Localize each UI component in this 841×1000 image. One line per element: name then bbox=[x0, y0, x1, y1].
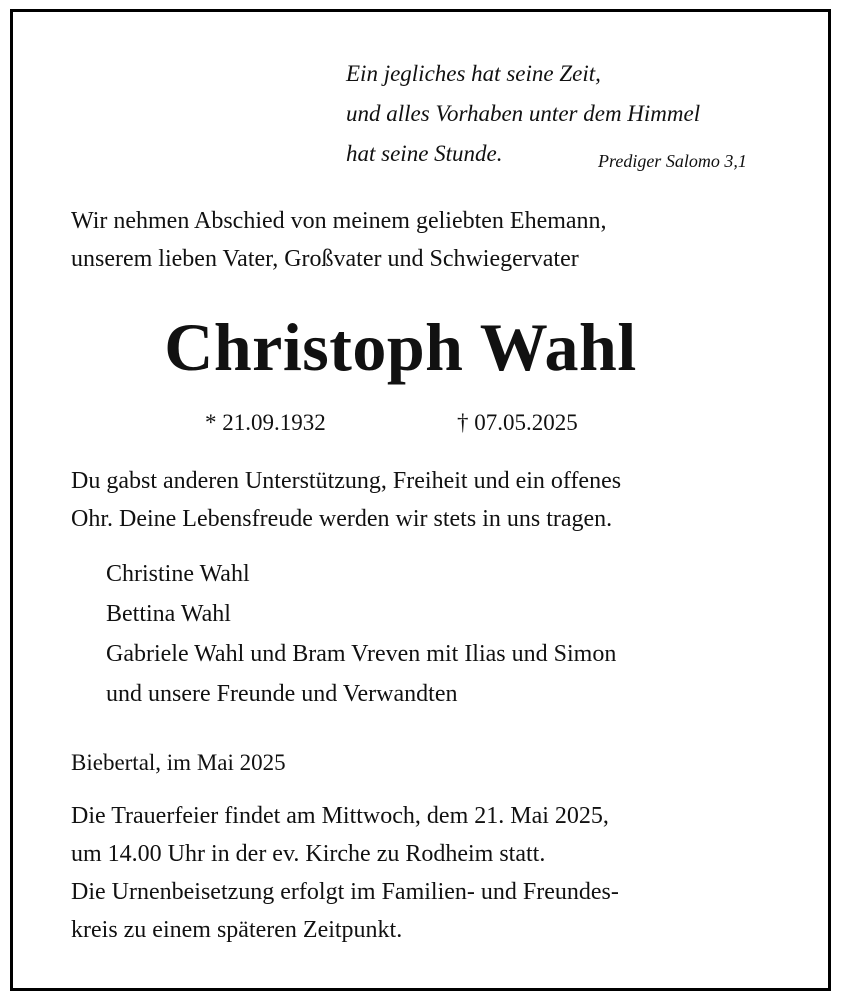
mourner-name: Christine Wahl bbox=[106, 561, 250, 587]
obituary-frame bbox=[10, 9, 831, 991]
place-and-date: Biebertal, im Mai 2025 bbox=[71, 750, 286, 775]
deceased-name-text: Christoph Wahl bbox=[164, 309, 637, 385]
funeral-details bbox=[71, 797, 811, 949]
mourner-name: Gabriele Wahl und Bram Vreven mit Ilias und Simon bbox=[106, 641, 617, 667]
quote-line: und alles Vorhaben unter dem Himmel bbox=[346, 101, 701, 126]
details-line: kreis zu einem späteren Zeitpunkt. bbox=[71, 917, 403, 943]
intro-text bbox=[71, 202, 811, 278]
intro-line: Wir nehmen Abschied von meinem geliebten Ehemann, bbox=[71, 208, 607, 234]
message-line: Du gabst anderen Unterstützung, Freiheit und ein offenes bbox=[71, 468, 622, 494]
mourner-name: und unsere Freunde und Verwandten bbox=[106, 681, 458, 707]
details-line: Die Trauerfeier findet am Mittwoch, dem 21. Mai 2025, bbox=[71, 803, 609, 829]
mourner-name: Bettina Wahl bbox=[106, 601, 231, 627]
message-line: Ohr. Deine Lebensfreude werden wir stets in uns tragen. bbox=[71, 506, 613, 532]
quote-line: hat seine Stunde. bbox=[346, 141, 503, 166]
details-line: um 14.00 Uhr in der ev. Kirche zu Rodheim statt. bbox=[71, 841, 546, 867]
intro-line: unserem lieben Vater, Großvater und Schwiegervater bbox=[71, 246, 579, 272]
death-date: † 07.05.2025 bbox=[457, 410, 578, 435]
details-line: Die Urnenbeisetzung erfolgt im Familien- und Freundes- bbox=[71, 879, 619, 905]
birth-date: * 21.09.1932 bbox=[205, 410, 326, 435]
deceased-name bbox=[13, 305, 828, 389]
memorial-message bbox=[71, 462, 811, 538]
quote-source: Prediger Salomo 3,1 bbox=[598, 151, 747, 171]
bible-quote bbox=[346, 54, 786, 174]
mourners-list bbox=[106, 554, 816, 714]
quote-line: Ein jegliches hat seine Zeit, bbox=[346, 61, 601, 86]
